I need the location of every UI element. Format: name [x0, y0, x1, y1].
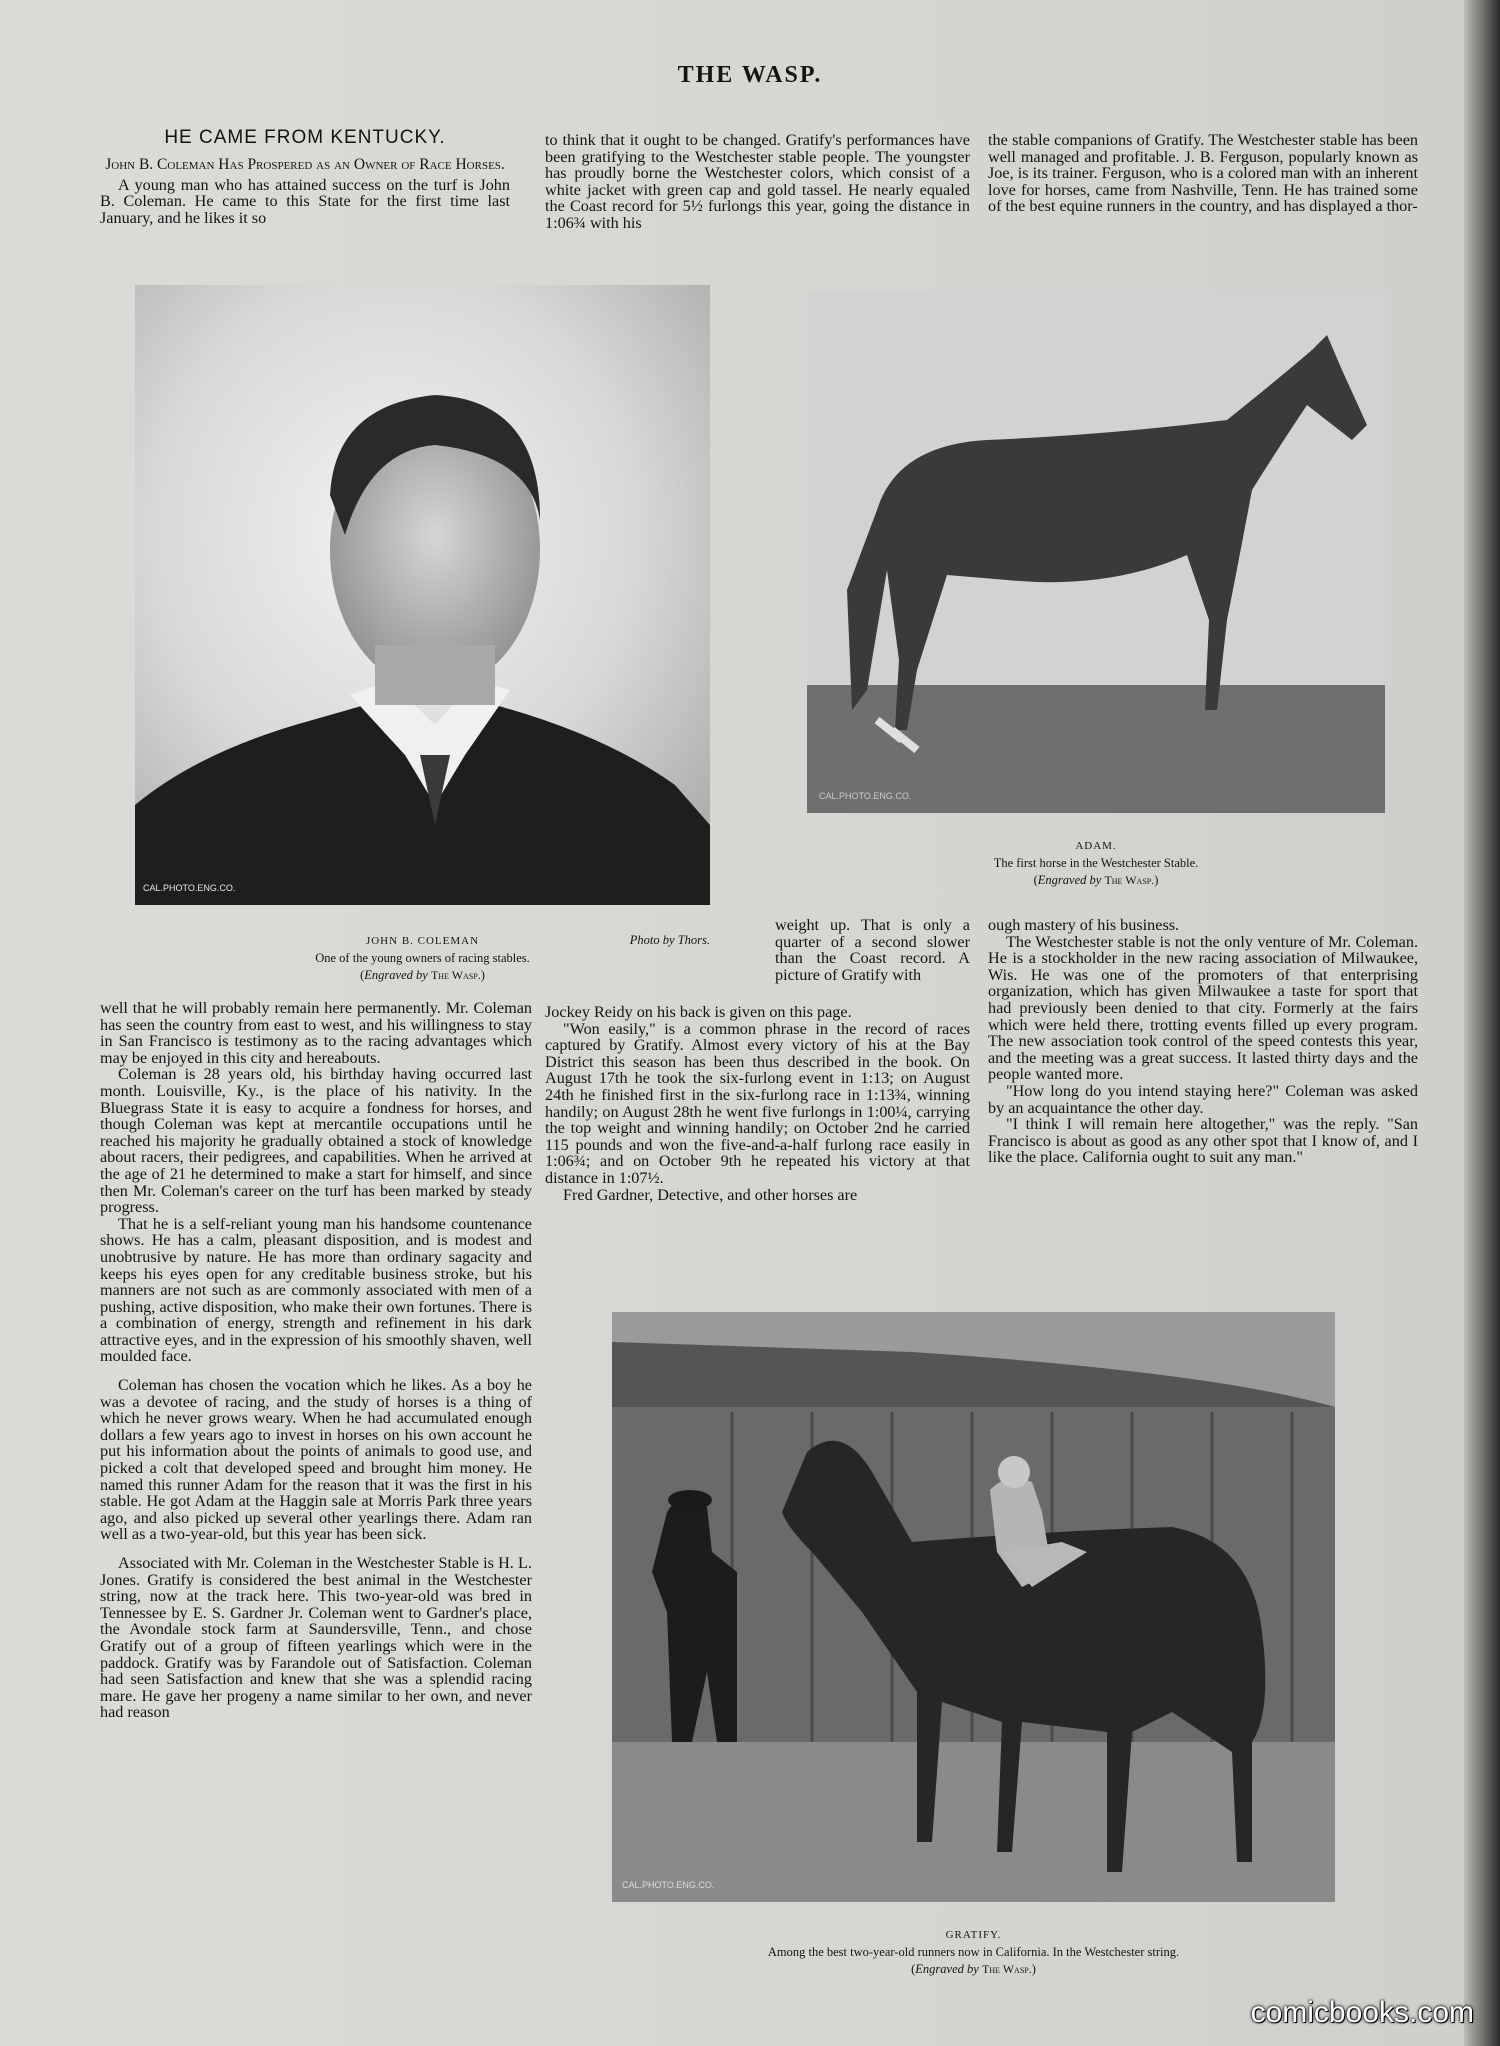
- caption-title: JOHN B. COLEMAN: [365, 935, 480, 947]
- caption-title: GRATIFY.: [945, 1929, 1002, 1941]
- engraver-mark: CAL.PHOTO.ENG.CO.: [143, 883, 236, 893]
- caption-line: One of the young owners of racing stables.: [315, 951, 530, 965]
- paragraph: Associated with Mr. Coleman in the Westchester Stable is H. L. Jones. Gratify is considered the best animal in the Westchester string, now at the track here. This two-year-old was bred in Tennessee by E. S. Gardner Jr. Coleman went to Gardner's place, the Avondale stock farm at Saundersville, Tenn., and chose Gratify out of a group of fifteen yearlings which were in the paddock. Gratify was by Farandole out of Satisfaction. Coleman had seen Satisfaction and knew that she was a splendid racing mare. He gave her progeny a name similar to her own, and never had reason: [100, 1554, 532, 1722]
- gratify-caption: GRATIFY. Among the best two-year-old runners now in California. In the Westchester string. (Engraved by The Wasp.): [612, 1927, 1335, 1978]
- engraved-by: Engraved by: [915, 1962, 979, 1976]
- caption-title: ADAM.: [1075, 840, 1117, 852]
- paragraph: That he is a self-reliant young man his handsome countenance shows. He has a calm, pleasant disposition, and is modest and unobtrusive by nature. He has more than ordinary sagacity and keeps his eyes open for any creditable business stroke, but his manners are not such as are commonly associated with men of a pushing, active disposition, who make their own fortunes. There is a combination of energy, strength and refinement in his dark attractive eyes, and in the expression of his smoothly shaven, well moulded face.: [100, 1214, 532, 1366]
- engraver-mark: CAL.PHOTO.ENG.CO.: [819, 791, 912, 801]
- watermark: comicbooks.com: [1250, 1996, 1474, 2029]
- paragraph: Coleman is 28 years old, his birthday having occurred last month. Louisville, Ky., is the place of his nativity. In the Bluegrass State it is easy to acquire a fondness for horses, and though Coleman was kept at mercantile occupations until he reached his majority he gradually obtained a stock of knowledge about racers, their pedigrees, and capabilities. When he arrived at the age of 21 he determined to make a start for himself, and since then Mr. Coleman's career on the turf has been marked by steady progress.: [100, 1065, 532, 1217]
- engraver-mark: CAL.PHOTO.ENG.CO.: [622, 1880, 715, 1890]
- engraved-by: Engraved by: [1037, 873, 1102, 887]
- gratify-horse-photo: [612, 1312, 1335, 1902]
- paragraph: Coleman has chosen the vocation which he likes. As a boy he was a devotee of racing, and the study of horses is a thing of which he never grows weary. When he had accumulated enough dollars a few years ago to invest in horses on his own account he put his information about the points of animals to good use, and picked a colt that developed speed and brought him money. He named this runner Adam for the reason that it was the first in his stable. He got Adam at the Haggin sale at Morris Park three years ago, and also picked up several other yearlings there. Adam ran well as a two-year-old, but this year has been sick.: [100, 1376, 532, 1544]
- book-spine-shadow: [1464, 0, 1500, 2046]
- caption-line: The first horse in the Westchester Stable.: [993, 856, 1199, 870]
- caption-line: Among the best two-year-old runners now in California. In the Westchester string.: [767, 1945, 1180, 1959]
- paragraph: to think that it ought to be changed. Gratify's performances have been gratifying to the Westchester stable people. The youngster has proudly borne the Westchester colors, which consist of a white jacket with green cap and gold tassel. He nearly equaled the Coast record for 5½ furlongs this year, going the distance in 1:06¾ with his: [545, 131, 970, 232]
- column-2-lower: [545, 1004, 970, 1203]
- paragraph: "Won easily," is a common phrase in the record of races captured by Gratify. Almost every victory of his at the Bay District this season has been thus described in the book. On August 17th he took the six-furlong event in 1:13; on August 24th he finished first in the six-furlong race in 1:13¾, winning handily; on August 28th he went five furlongs in 1:00¼, carrying the top weight and winning handily; on October 2nd he carried 115 pounds and won the five-and-a-half furlong race easily in 1:06¾; and on October 9th he repeated his victory at that distance in 1:07½.: [545, 1019, 970, 1187]
- column-1-lower: [100, 1000, 532, 1721]
- paragraph: "I think I will remain here altogether," was the reply. "San Francisco is about as good as any other spot that I know of, and I like the place. California ought to suit any man.": [988, 1115, 1418, 1167]
- paragraph: A young man who has attained success on the turf is John B. Coleman. He came to this State for the first time last January, and he likes it so: [100, 175, 510, 227]
- adam-horse-photo: [807, 290, 1385, 813]
- engraved-by: Engraved by: [364, 968, 428, 982]
- paragraph: the stable companions of Gratify. The Westchester stable has been well managed and profitable. J. B. Ferguson, popularly known as Joe, is its trainer. Ferguson, who is a colored man with an inherent love for horses, came from Nashville, Tenn. He has trained some of the best equine runners in the country, and has displayed a thor-: [988, 131, 1418, 216]
- column-2-top: [545, 132, 970, 232]
- masthead: THE WASP.: [677, 62, 823, 88]
- paragraph: Fred Gardner, Detective, and other horses are: [563, 1185, 858, 1204]
- headline: HE CAME FROM KENTUCKY.: [164, 127, 446, 148]
- paragraph: "How long do you intend staying here?" Coleman was asked by an acquaintance the other day.: [988, 1081, 1418, 1117]
- engraved-name: The Wasp.: [1104, 873, 1155, 887]
- column-1-top: [100, 127, 510, 227]
- engraved-name: The Wasp.: [430, 968, 481, 982]
- paragraph: Jockey Reidy on his back is given on this page.: [545, 1003, 852, 1021]
- column-2-narrow: [775, 917, 970, 983]
- paragraph: ough mastery of his business.: [988, 916, 1180, 934]
- column-3-lower: [988, 917, 1418, 1166]
- coleman-caption: JOHN B. COLEMAN Photo by Thors. One of the young owners of racing stables. (Engraved by The Wasp.): [135, 932, 710, 984]
- engraved-name: The Wasp.: [981, 1962, 1032, 1976]
- photo-credit: Photo by Thors.: [629, 933, 710, 947]
- paragraph: weight up. That is only a quarter of a second slower than the Coast record. A picture of Gratify with: [775, 916, 970, 984]
- paragraph: well that he will probably remain here permanently. Mr. Coleman has seen the country from east to west, and his willingness to stay in San Francisco is testimony as to the racing advantages which may be enjoyed in this city and hereabouts.: [100, 999, 532, 1067]
- paragraph: The Westchester stable is not the only venture of Mr. Coleman. He is a stockholder in the new racing association of Milwaukee, Wis. He was one of the promoters of that enterprising organization, which has given Milwaukee a taste for sport that had previously been denied to that city. Formerly at the fairs which were held there, trotting events filled up every program. The new association took control of the speed contests this year, and the meeting was a great success. It lasted thirty days and the people wanted more.: [988, 932, 1418, 1084]
- adam-caption: ADAM. The first horse in the Westchester Stable. (Engraved by The Wasp.): [807, 838, 1385, 889]
- coleman-portrait-photo: [135, 285, 710, 905]
- subhead: John B. Coleman Has Prospered as an Owner of Race Horses.: [105, 155, 505, 173]
- column-3-top: [988, 132, 1418, 215]
